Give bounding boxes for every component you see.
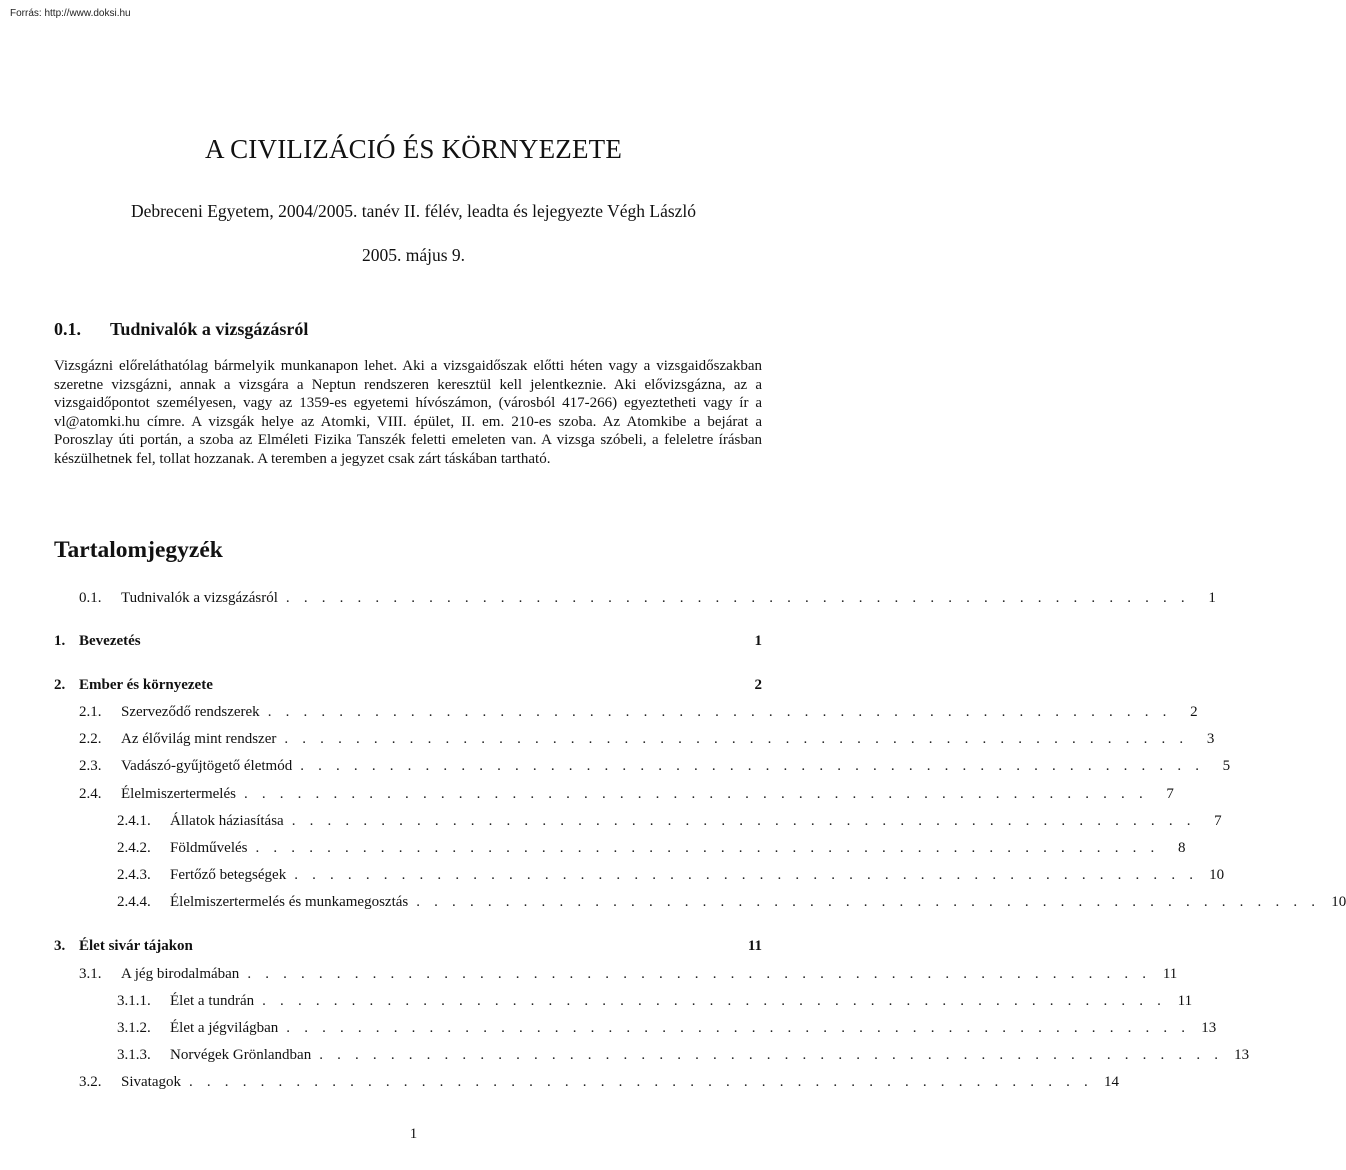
toc-entry-page: 1: [754, 633, 762, 649]
toc-entry[interactable]: [54, 677, 762, 697]
toc-entry[interactable]: [117, 1047, 1250, 1067]
toc-leader-dots: . . . . . . . . . . . . . . . . . . . . . . . . . . . . . . . . . . . . . . . . . . . . . . . . . . .: [189, 1074, 1093, 1090]
toc-entry-page: 8: [1177, 840, 1186, 856]
toc-entry-label: Élelmiszertermelés: [121, 786, 236, 802]
toc-entry-label: Élet sivár tájakon: [79, 938, 193, 954]
toc-entry-page: 13: [1201, 1020, 1217, 1036]
toc-entry-label: Norvégek Grönlandban: [170, 1047, 312, 1063]
toc-entry-page: 2: [754, 677, 762, 693]
toc-leader-dots: . . . . . . . . . . . . . . . . . . . . . . . . . . . . . . . . . . . . . . . . . . . . . . . . . . .: [319, 1047, 1224, 1063]
toc-entry-label: Élet a tundrán: [170, 993, 255, 1009]
toc-leader-dots: . . . . . . . . . . . . . . . . . . . . . . . . . . . . . . . . . . . . . . . . . . . . . . . . . . .: [255, 840, 1160, 856]
toc-entry-page: 14: [1103, 1074, 1119, 1090]
toc-entry-number: 2.4.4.: [117, 894, 151, 910]
document-subtitle: Debreceni Egyetem, 2004/2005. tanév II. félév, leadta és lejegyezte Végh László: [130, 201, 697, 221]
section-paragraph: Vizsgázni előreláthatólag bármelyik munkanapon lehet. Aki a vizsgaidőszak előtti héten vagy a vizsgaidőszakban szeretne vizsgázni, annak a vizsgára a Neptun rendszeren keresztül kell jelentkeznie. Aki elővizsgázna, az a vizsgaidőpontot személyesen, vagy az 1359-es egyetemi hívószámon, (városból 417-266) egyeztetheti vagy ír a vl@atomki.hu címre. A vizsgák helye az Atomki, VIII. épület, II. em. 210-es szoba. Az Atomkibe a bejárat a Poroszlay úti portán, a szoba az Elméleti Fizika Tanszék feletti emeleten van. A vizsga szóbeli, a feleletre írásban készülhetnek fel, tollat hozzanak. A teremben a jegyzet csak zárt táskában tartható.: [54, 358, 762, 467]
toc-entry-page: 1: [1208, 590, 1216, 606]
toc-entry-number: 3.1.: [79, 966, 102, 982]
toc-entry[interactable]: [117, 867, 1225, 887]
toc-entry[interactable]: [117, 813, 1222, 833]
toc-entry-page: 11: [1177, 993, 1193, 1009]
toc-entry-number: 2.4.2.: [117, 840, 151, 856]
toc-entry[interactable]: [54, 938, 762, 958]
toc-entry-page: 3: [1206, 731, 1215, 747]
toc-leader-dots: . . . . . . . . . . . . . . . . . . . . . . . . . . . . . . . . . . . . . . . . . . . . . . . . . . .: [267, 704, 1172, 720]
toc-entry-number: 0.1.: [79, 590, 102, 606]
toc-entry-page: 7: [1166, 786, 1174, 802]
toc-entry[interactable]: [117, 1020, 1217, 1040]
toc-entry-page: 13: [1234, 1047, 1250, 1063]
toc-entry-number: 2.3.: [79, 758, 102, 774]
toc-entry-label: Tudnivalók a vizsgázásról: [121, 590, 278, 606]
toc-entry-label: Ember és környezete: [79, 677, 213, 693]
toc-entry-number: 3.1.2.: [117, 1020, 151, 1036]
source-note: Forrás: http://www.doksi.hu: [10, 8, 131, 19]
toc-entry-page: 10: [1209, 867, 1225, 883]
toc-entry[interactable]: [79, 590, 1216, 610]
toc-entry-page: 5: [1222, 758, 1231, 774]
toc-leader-dots: . . . . . . . . . . . . . . . . . . . . . . . . . . . . . . . . . . . . . . . . . . . . . . . . . . .: [247, 966, 1152, 982]
section-heading: [54, 319, 308, 340]
toc-leader-dots: . . . . . . . . . . . . . . . . . . . . . . . . . . . . . . . . . . . . . . . . . . . . . . . . . . .: [243, 786, 1148, 802]
toc-leader-dots: . . . . . . . . . . . . . . . . . . . . . . . . . . . . . . . . . . . . . . . . . . . . . . . . . . .: [286, 1020, 1191, 1036]
toc-leader-dots: . . . . . . . . . . . . . . . . . . . . . . . . . . . . . . . . . . . . . . . . . . . . . . . . . . .: [291, 813, 1196, 829]
page-number: 1: [409, 1126, 418, 1142]
document-date: 2005. május 9.: [361, 245, 466, 265]
toc-entry-page: 2: [1190, 704, 1198, 720]
toc-leader-dots: . . . . . . . . . . . . . . . . . . . . . . . . . . . . . . . . . . . . . . . . . . . . . . . . . . .: [416, 894, 1321, 910]
toc-leader-dots: . . . . . . . . . . . . . . . . . . . . . . . . . . . . . . . . . . . . . . . . . . . . . . . . . . .: [284, 731, 1189, 747]
toc-entry[interactable]: [79, 758, 1231, 778]
toc-entry-number: 2.4.3.: [117, 867, 151, 883]
toc-entry[interactable]: [79, 966, 1178, 986]
toc-entry-number: 3.1.3.: [117, 1047, 151, 1063]
section-number: 0.1.: [54, 319, 81, 339]
toc-entry[interactable]: [117, 894, 1346, 914]
toc-entry-label: Élet a jégvilágban: [170, 1020, 279, 1036]
toc-entry-label: Az élővilág mint rendszer: [121, 731, 277, 747]
toc-entry-page: 10: [1331, 894, 1346, 910]
toc-entry-label: Állatok háziasítása: [170, 813, 284, 829]
toc-entry-number: 2.2.: [79, 731, 102, 747]
toc-entry-page: 7: [1214, 813, 1222, 829]
toc-entry-label: Fertőző betegségek: [170, 867, 287, 883]
toc-title: Tartalomjegyzék: [54, 537, 223, 563]
toc-entry[interactable]: [54, 633, 762, 653]
toc-entry-number: 3.: [54, 938, 66, 954]
toc-entry-label: Sivatagok: [121, 1074, 181, 1090]
toc-entry-label: Élelmiszertermelés és munkamegosztás: [170, 894, 409, 910]
toc-entry[interactable]: [117, 993, 1193, 1013]
document-title: A CIVILIZÁCIÓ ÉS KÖRNYEZETE: [204, 134, 623, 164]
toc-leader-dots: . . . . . . . . . . . . . . . . . . . . . . . . . . . . . . . . . . . . . . . . . . . . . . . . . . .: [285, 590, 1190, 606]
toc-entry-number: 2.4.1.: [117, 813, 151, 829]
toc-entry-label: A jég birodalmában: [121, 966, 240, 982]
toc-leader-dots: . . . . . . . . . . . . . . . . . . . . . . . . . . . . . . . . . . . . . . . . . . . . . . . . . . .: [294, 867, 1199, 883]
toc-leader-dots: . . . . . . . . . . . . . . . . . . . . . . . . . . . . . . . . . . . . . . . . . . . . . . . . . . .: [262, 993, 1167, 1009]
toc-entry[interactable]: [79, 786, 1174, 806]
toc-entry-label: Vadászó-gyűjtögető életmód: [121, 758, 293, 774]
toc-entry-number: 2.1.: [79, 704, 102, 720]
toc-entry[interactable]: [79, 704, 1198, 724]
toc-entry-number: 3.1.1.: [117, 993, 151, 1009]
toc-entry-page: 11: [1162, 966, 1178, 982]
toc-entry-number: 3.2.: [79, 1074, 102, 1090]
toc-entry[interactable]: [79, 731, 1215, 751]
section-title: Tudnivalók a vizsgázásról: [110, 319, 309, 339]
toc-entry-page: 11: [747, 938, 762, 954]
toc-entry-label: Bevezetés: [79, 633, 141, 649]
toc-entry[interactable]: [79, 1074, 1119, 1094]
toc-entry-label: Földművelés: [170, 840, 248, 856]
toc-leader-dots: . . . . . . . . . . . . . . . . . . . . . . . . . . . . . . . . . . . . . . . . . . . . . . . . . . .: [300, 758, 1205, 774]
toc-entry[interactable]: [117, 840, 1186, 860]
toc-entry-number: 1.: [54, 633, 66, 649]
toc-entry-number: 2.: [54, 677, 66, 693]
toc-entry-number: 2.4.: [79, 786, 102, 802]
toc-entry-label: Szerveződő rendszerek: [121, 704, 260, 720]
